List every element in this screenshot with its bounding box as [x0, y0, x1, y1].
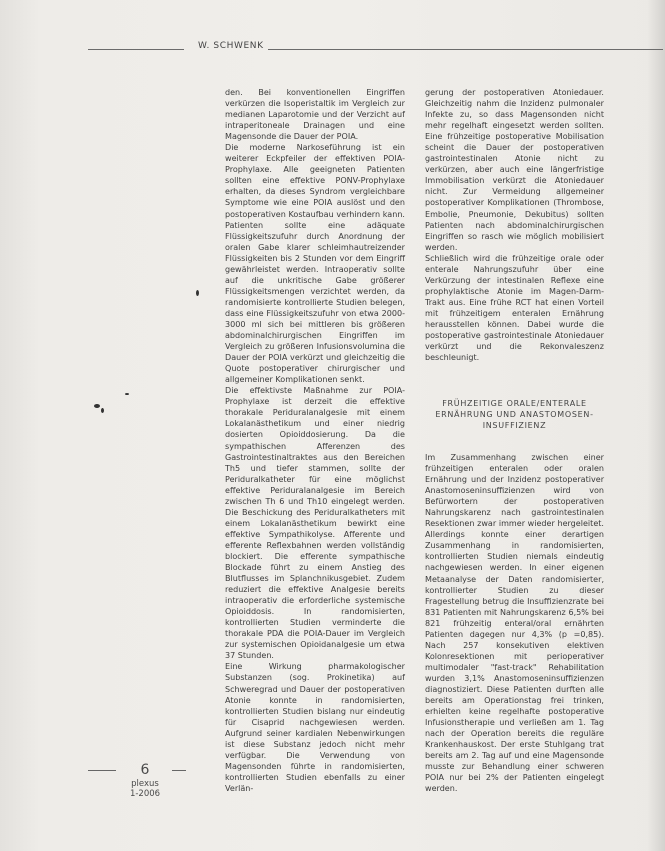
paragraph: den. Bei konventionellen Eingriffen verkürzen die Isoperistaltik im Vergleich zur medianen Laparotomie und der Verzicht auf intraperitoneale Drainagen und eine Magensonde die Dauer der POIA.: [225, 88, 405, 142]
footer-rule-left: [88, 770, 116, 771]
page-edge-shadow: [647, 0, 665, 851]
issue-date: 1-2006: [129, 789, 161, 799]
left-text-column: [225, 87, 405, 794]
issue-marker: [117, 762, 173, 799]
paragraph: gerung der postoperativen Atoniedauer. Gleichzeitig nahm die Inzidenz pulmonaler Infekte zu, so dass Magensonden nicht mehr regelhaft eingesetzt werden sollten. Eine frühzeitige postoperative Mobilisation scheint die Dauer der postoperativen gastrointestinalen Atonie nicht zu verkürzen, aber auch eine längerfristige Immobilisation verkürzt die Atoniedauer nicht. Zur Vermeidung allgemeiner postoperativer Komplikationen (Thrombose, Embolie, Pneumonie, Dekubitus) sollten Patienten nach abdominalchirurgischen Eingriffen so rasch wie möglich mobilisiert werden.: [425, 88, 604, 252]
paragraph: Schließlich wird die frühzeitige orale oder enterale Nahrungszufuhr über eine Verkürzung der intestinalen Reflexe eine prophylaktische Atonie im Magen-Darm-Trakt aus. Eine frühe RCT hat einen Vorteil mit frühzeitigem enteralen Ernährung herausstellen können. Dabei wurde die postoperative gastrointestinale Atoniedauer verkürzt und die Rekonvaleszenz beschleunigt.: [425, 253, 604, 363]
scan-speck: [196, 290, 199, 296]
journal-name: plexus: [131, 779, 159, 789]
section-heading-line: FRÜHZEITIGE ORALE/ENTERALE: [442, 399, 587, 408]
header-rule-right: [268, 49, 663, 50]
paragraph: Im Zusammenhang zwischen einer frühzeitigen enteralen oder oralen Ernährung und der Inzidenz postoperativer Anastomoseninsuffizienzen wird von Befürwortern der postoperativen Nahrungskarenz nach gastrointestinalen Resektionen zwar immer wieder hergeleitet. Allerdings konnte einer derartigen Zusammenhang in randomisierten, kontrollierten Studien niemals eindeutig nachgewiesen werden. In einer eigenen Metaanalyse der Daten randomisierter, kontrollierter Studien zu dieser Fragestellung betrug die Insuffizienzrate bei 831 Patienten mit Nahrungskarenz 6,5% bei 821 frühzeitig enteral/oral ernährten Patienten dagegen nur 4,3% (p =0,85). Nach 257 konsekutiven elektiven Kolonresektionen mit perioperativer multimodaler "fast-track" Rehabilitation wurden 3,1% Anastomoseninsuffizienzen diagnostiziert. Diese Patienten durften alle bereits am Operationstag frei trinken, erhielten keine regelhafte postoperative Infusionstherapie und verließen am 1. Tag nach der Operation bereits die reguläre Krankenhauskost. Der erste Stuhlgang trat bereits am 2. Tag auf und eine Magensonde musste zur Behandlung einer schweren POIA nur bei 2% der Patienten eingelegt werden.: [425, 453, 604, 794]
issue-number: 6: [140, 762, 150, 778]
scan-speck: [101, 408, 104, 413]
scan-speck: [94, 404, 100, 408]
paragraph: Die moderne Narkoseführung ist ein weiterer Eckpfeiler der effektiven POIA-Prophylaxe. Alle geeigneten Patienten sollten eine effektive PONV-Prophylaxe erhalten, da dieses Syndrom vergleichbare Symptome wie eine POIA auslöst und den postoperativen Kostaufbau verhindern kann. Patienten sollte eine adäquate Flüssigkeitszufuhr durch Anordnung der oralen Gabe klarer schleimhautreizender Flüssigkeiten bis 2 Stunden vor dem Eingriff gewährleistet werden. Intraoperativ sollte auf die unkritische Gabe größerer Flüssigkeitsmengen verzichtet werden, da randomisierte kontrollierte Studien belegen, dass eine Flüssigkeitszufuhr von etwa 2000-3000 ml sich bei mittleren bis größeren abdominalchirurgischen Eingriffen im Vergleich zu größeren Infusionsvolumina die Dauer der POIA verkürzt und gleichzeitig die Quote postoperativer chirurgischer und allgemeiner Komplikationen senkt.: [225, 143, 405, 385]
paragraph: Eine Wirkung pharmakologischer Substanzen (sog. Prokinetika) auf Schweregrad und Dauer der postoperativen Atonie konnte in randomisierten, kontrollierten Studien bislang nur eindeutig für Cisaprid nachgewiesen werden. Aufgrund seiner kardialen Nebenwirkungen ist diese Substanz jedoch nicht mehr verfügbar. Die Verwendung von Magensonden führte in randomisierten, kontrollierten Studien ebenfalls zu einer Verlän-: [225, 662, 405, 793]
section-heading-line: ERNÄHRUNG UND ANASTOMOSEN-: [435, 410, 594, 419]
section-heading-line: INSUFFIZIENZ: [482, 421, 547, 430]
paragraph: Die effektivste Maßnahme zur POIA-Prophylaxe ist derzeit die effektive thorakale Periduralanalgesie mit einem Lokalanästhetikum und einer niedrig dosierten Opioiddosierung. Da die sympathischen Afferenzen des Gastrointestinaltraktes aus den Bereichen Th5 und tiefer stammen, sollte der Periduralkatheter für eine möglichst effektive Periduralanalgesie im Bereich zwischen Th 6 und Th10 eingelegt werden. Die Beschickung des Periduralkatheters mit einem Lokalanästhetikum bewirkt eine effektive Sympathikolyse. Afferente und efferente Reflexbahnen werden vollständig blockiert. Die efferente sympathische Blockade führt zu einem Anstieg des Blutflusses im Splanchnikusgebiet. Zudem reduziert die effektive Analgesie bereits intraoperativ die erforderliche systemische Opioiddosis. In randomisierten, kontrollierten Studien verminderte die thorakale PDA die POIA-Dauer im Vergleich zur systemischen Opioidanalgesie um etwa 37 Stunden.: [225, 386, 405, 661]
footer-rule-right: [172, 770, 186, 771]
running-head-author: W. SCHWENK: [198, 41, 264, 51]
right-text-column-top: [425, 87, 604, 363]
scan-speck: [125, 393, 129, 395]
right-text-column-bottom: [425, 452, 604, 794]
header-rule-left: [88, 49, 184, 50]
section-heading: [425, 398, 604, 431]
